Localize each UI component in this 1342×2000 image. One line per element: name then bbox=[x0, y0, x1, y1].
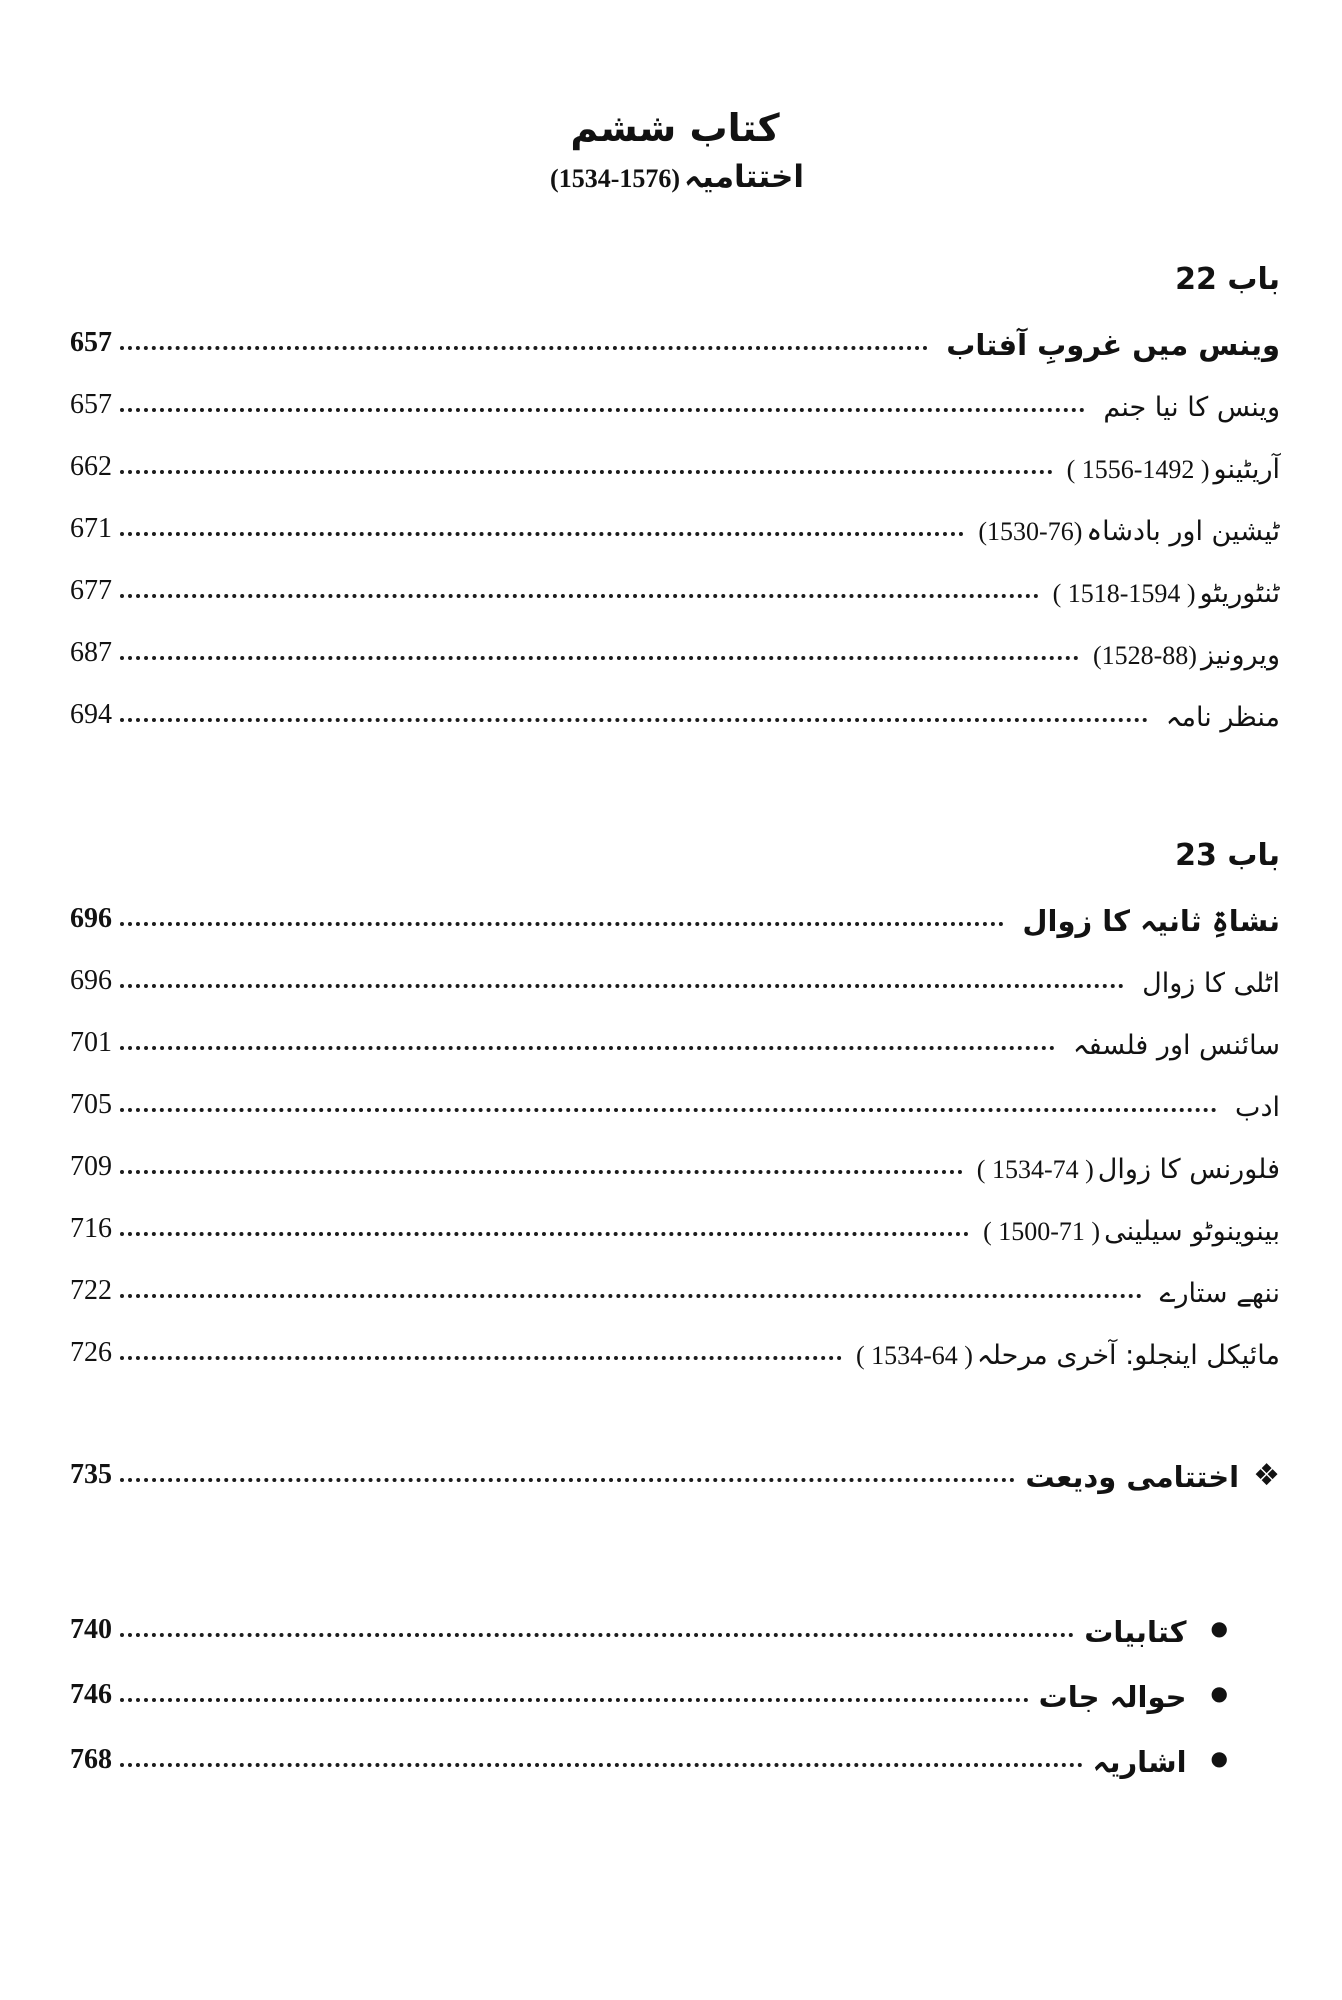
entry-title-text: ادب bbox=[1235, 1092, 1280, 1124]
toc-entry bbox=[70, 1249, 1280, 1311]
dotted-leader bbox=[120, 1356, 842, 1360]
dotted-leader bbox=[120, 984, 1124, 988]
page-number: 701 bbox=[70, 1026, 112, 1058]
entry-title bbox=[1084, 1615, 1186, 1650]
back-matter-section bbox=[70, 1585, 1280, 1780]
dotted-leader bbox=[120, 594, 1039, 598]
toc-entry bbox=[70, 549, 1280, 611]
entry-title-text: ویرونیز bbox=[1200, 640, 1280, 672]
dotted-leader bbox=[120, 718, 1148, 722]
entry-title bbox=[852, 1340, 1280, 1372]
page-number: 657 bbox=[70, 326, 112, 358]
page-number: 677 bbox=[70, 574, 112, 606]
book-subtitle-years: (1534-1576) bbox=[550, 163, 681, 193]
diamond-marker-icon: ❖ bbox=[1253, 1457, 1280, 1493]
toc-entry bbox=[70, 1311, 1280, 1373]
entry-years bbox=[1134, 969, 1142, 998]
toc-entry bbox=[70, 301, 1280, 363]
entry-years bbox=[1152, 1279, 1160, 1308]
dotted-leader bbox=[120, 1046, 1055, 1050]
page-number: 705 bbox=[70, 1088, 112, 1120]
toc-entry bbox=[70, 877, 1280, 939]
page-number: 694 bbox=[70, 698, 112, 730]
page-number: 709 bbox=[70, 1150, 112, 1182]
toc-entry bbox=[70, 363, 1280, 425]
page-number: 662 bbox=[70, 450, 112, 482]
entry-title-text: حوالہ جات bbox=[1038, 1680, 1187, 1714]
page-number: 716 bbox=[70, 1212, 112, 1244]
dotted-leader bbox=[120, 1232, 969, 1236]
page-number: 657 bbox=[70, 388, 112, 420]
toc-entry bbox=[70, 1125, 1280, 1187]
toc-entry bbox=[70, 1001, 1280, 1063]
entry-years: (1528-88) bbox=[1092, 641, 1197, 671]
toc-entry bbox=[70, 1063, 1280, 1125]
page-number: 687 bbox=[70, 636, 112, 668]
page-number: 726 bbox=[70, 1336, 112, 1368]
chapter-22-heading: باب 22 bbox=[1175, 261, 1280, 297]
dotted-leader bbox=[120, 470, 1053, 474]
entry-title-text: آریٹینو bbox=[1213, 454, 1280, 486]
entry-title bbox=[1049, 578, 1280, 610]
entry-title bbox=[973, 1154, 1280, 1186]
entry-title-text: ٹنٹوریٹو bbox=[1199, 578, 1280, 610]
dotted-leader bbox=[120, 532, 964, 536]
entry-title bbox=[1158, 702, 1280, 734]
entry-title-text: سائنس اور فلسفہ bbox=[1072, 1030, 1280, 1062]
page-number: 746 bbox=[70, 1678, 112, 1710]
entry-title-text: کتابیات bbox=[1084, 1615, 1187, 1649]
page-number: 671 bbox=[70, 512, 112, 544]
dotted-leader bbox=[120, 346, 928, 350]
book-title: کتاب ششم bbox=[570, 106, 780, 150]
entry-title bbox=[1065, 1030, 1280, 1062]
toc-entry bbox=[70, 487, 1280, 549]
entry-title-text: نشاۃِ ثانیہ کا زوال bbox=[1022, 904, 1280, 938]
toc-entry bbox=[70, 939, 1280, 1001]
toc-entry bbox=[70, 1187, 1280, 1249]
entry-years: ( 1556-1492 ) bbox=[1066, 455, 1210, 485]
entry-title-text: اختتامی ودیعت bbox=[1025, 1460, 1240, 1494]
toc-entry bbox=[70, 425, 1280, 487]
entry-title-text: وینس میں غروبِ آفتاب bbox=[946, 328, 1280, 362]
entry-years bbox=[1158, 703, 1166, 732]
entry-years bbox=[1227, 1093, 1235, 1122]
entry-title-text: منظر نامہ bbox=[1165, 702, 1280, 734]
page-number: 696 bbox=[70, 902, 112, 934]
dotted-leader bbox=[120, 1108, 1217, 1112]
bullet-icon: ● bbox=[1210, 1615, 1228, 1640]
entry-title-text: ننھے ستارے bbox=[1159, 1278, 1280, 1310]
entry-title-text: وینس کا نیا جنم bbox=[1103, 392, 1280, 424]
dotted-leader bbox=[120, 1170, 963, 1174]
entry-title bbox=[1014, 904, 1280, 939]
entry-title-text: اشاریہ bbox=[1092, 1745, 1187, 1779]
toc-entry bbox=[70, 673, 1280, 735]
back-matter-entry bbox=[70, 1585, 1280, 1650]
chapter-23-heading: باب 23 bbox=[1175, 837, 1280, 873]
entry-title bbox=[1063, 454, 1280, 486]
page-number: 740 bbox=[70, 1613, 112, 1645]
book-subtitle-word: اختتامیہ bbox=[684, 158, 804, 195]
entry-years bbox=[1065, 1031, 1073, 1060]
dotted-leader bbox=[120, 922, 1004, 926]
entry-title bbox=[1152, 1278, 1280, 1310]
entry-title bbox=[1039, 1680, 1187, 1715]
entry-years: ( 1500-71 ) bbox=[983, 1217, 1101, 1247]
dotted-leader bbox=[120, 1294, 1142, 1298]
entry-title bbox=[979, 1216, 1280, 1248]
book-header bbox=[70, 105, 1280, 197]
entry-title-text: ٹیشین اور بادشاہ bbox=[1086, 516, 1280, 548]
page-number: 722 bbox=[70, 1274, 112, 1306]
entry-title bbox=[938, 328, 1280, 363]
entry-title bbox=[1134, 968, 1280, 1000]
entry-title bbox=[974, 516, 1280, 548]
entry-title bbox=[1095, 392, 1280, 424]
dotted-leader bbox=[120, 1478, 1015, 1482]
dotted-leader bbox=[120, 1698, 1029, 1702]
toc-entry bbox=[70, 611, 1280, 673]
back-matter-entry bbox=[70, 1715, 1280, 1780]
entry-years: ( 1534-64 ) bbox=[855, 1341, 973, 1371]
entry-years: (1530-76) bbox=[978, 517, 1083, 547]
book-subtitle bbox=[70, 157, 1280, 197]
entry-title bbox=[1025, 1460, 1239, 1495]
bullet-icon: ● bbox=[1210, 1680, 1228, 1705]
entry-title-text: مائیکل اینجلو: آخری مرحلہ bbox=[976, 1340, 1280, 1372]
dotted-leader bbox=[120, 1633, 1074, 1637]
entry-years: ( 1534-74 ) bbox=[976, 1155, 1094, 1185]
dotted-leader bbox=[120, 656, 1079, 660]
entry-title-text: بینوینوٹو سیلینی bbox=[1104, 1216, 1280, 1248]
entry-title-text: فلورنس کا زوال bbox=[1097, 1154, 1280, 1186]
entry-title bbox=[1227, 1092, 1280, 1124]
entry-title-text: اٹلی کا زوال bbox=[1142, 968, 1280, 1000]
dotted-leader bbox=[120, 408, 1085, 412]
entry-title bbox=[1093, 1745, 1187, 1780]
page-number: 696 bbox=[70, 964, 112, 996]
page-number: 768 bbox=[70, 1743, 112, 1775]
entry-title bbox=[1089, 640, 1280, 672]
page-number: 735 bbox=[70, 1458, 112, 1490]
bullet-icon: ● bbox=[1210, 1745, 1228, 1770]
dotted-leader bbox=[120, 1763, 1083, 1767]
entry-years: ( 1518-1594 ) bbox=[1052, 579, 1196, 609]
back-matter-entry bbox=[70, 1650, 1280, 1715]
closing-entry bbox=[70, 1433, 1280, 1495]
